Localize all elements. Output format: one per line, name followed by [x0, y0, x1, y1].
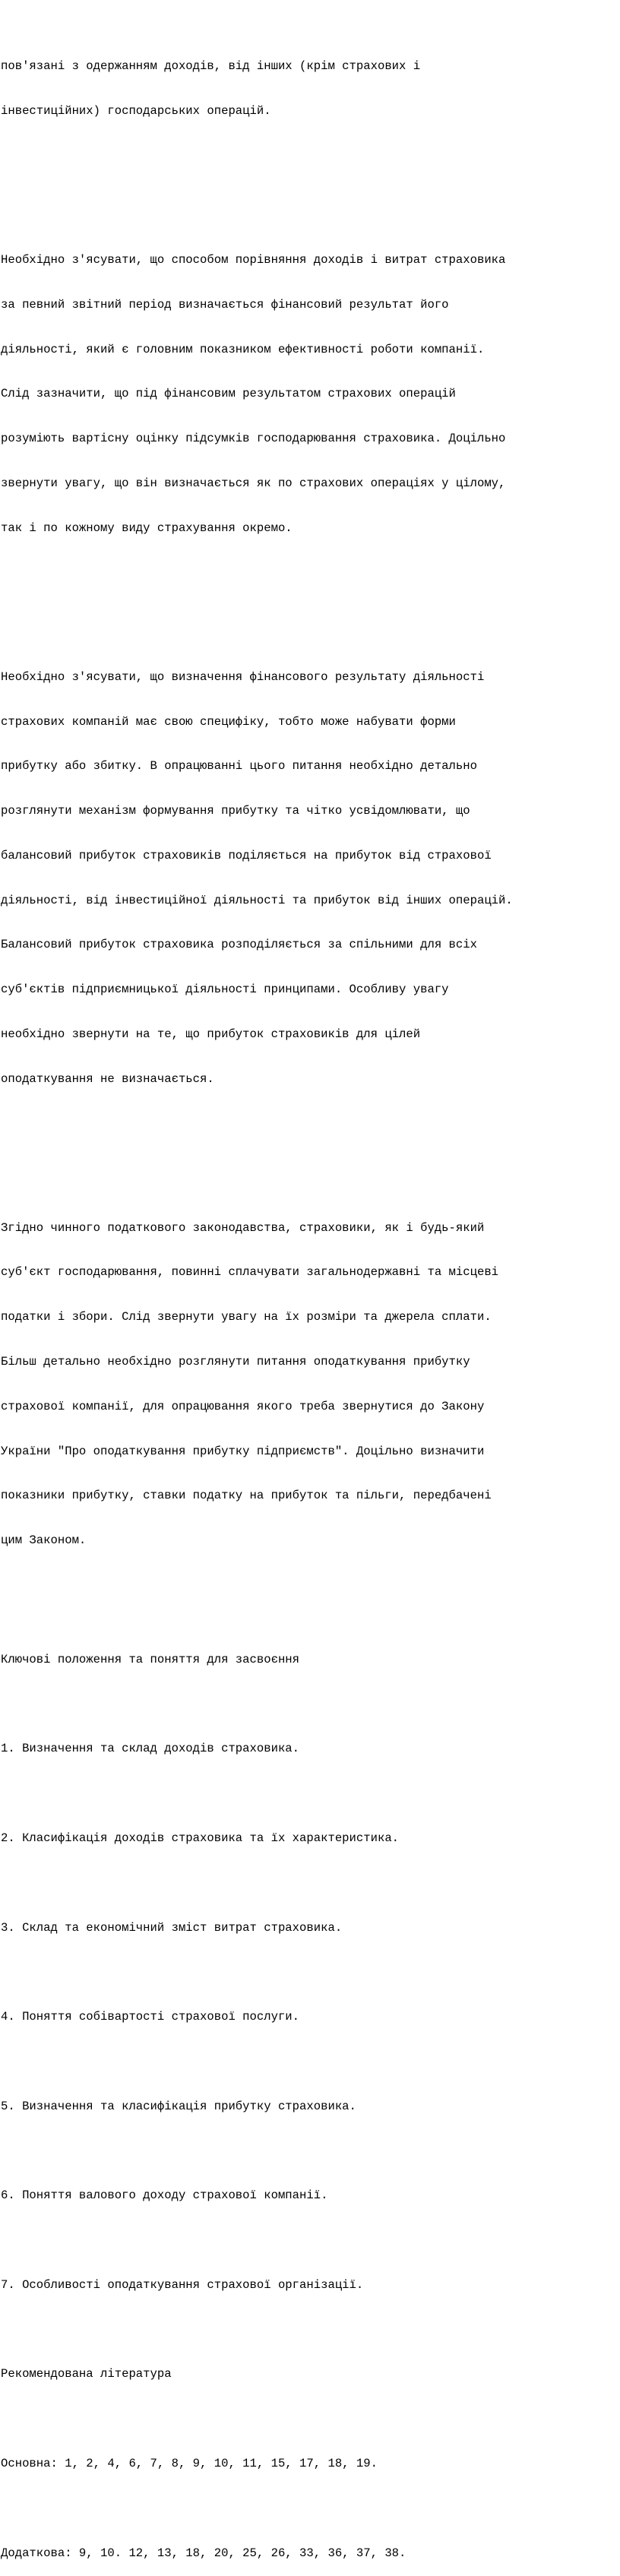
text-line: страхових компаній має свою специфіку, тобто може набувати форми — [1, 714, 456, 729]
key-concept-item: 6. Поняття валового доходу страхової компанії. — [1, 2188, 328, 2203]
key-concept-item: 3. Склад та економічний зміст витрат страховика. — [1, 1920, 343, 1935]
text-line: показники прибутку, ставки податку на прибуток та пільги, передбачені — [1, 1489, 492, 1503]
text-line: розглянути механізм формування прибутку та чітко усвідомлювати, що — [1, 804, 470, 818]
paragraph-1 — [1, 30, 618, 149]
text-line: Необхідно з'ясувати, що визначення фінансового результату діяльності — [1, 669, 485, 684]
paragraph-4 — [1, 1191, 618, 1578]
text-line: цим Законом. — [1, 1533, 87, 1548]
text-line: діяльності, який є головним показником ефективності роботи компанії. — [1, 342, 485, 356]
text-line: Більш детально необхідно розглянути питання оподаткування прибутку — [1, 1355, 470, 1369]
text-line: необхідно звернути на те, що прибуток страховиків для цілей — [1, 1027, 421, 1041]
text-line: Балансовий прибуток страховика розподіляється за спільними для всіх — [1, 938, 477, 952]
text-line: Необхідно з'ясувати, що способом порівняння доходів і витрат страховика — [1, 253, 506, 267]
key-concept-item: 1. Визначення та склад доходів страховика. — [1, 1742, 300, 1756]
literature-additional: Додаткова: 9, 10. 12, 13, 18, 20, 25, 26, 33, 36, 37, 38. — [1, 2546, 406, 2560]
text-line: звернути увагу, що він визначається як по страхових операціях у цілому, — [1, 476, 506, 490]
literature-heading: Рекомендована література — [1, 2367, 172, 2381]
text-line: податки і збори. Слід звернути увагу на їх розміри та джерела сплати. — [1, 1310, 492, 1324]
text-line: суб'єктів підприємницької діяльності принципами. Особливу увагу — [1, 983, 449, 997]
text-line: балансовий прибуток страховиків поділяється на прибуток від страхової — [1, 848, 492, 862]
key-concepts-heading: Ключові положення та поняття для засвоєння — [1, 1652, 300, 1666]
key-concept-item: 7. Особливості оподаткування страхової організації. — [1, 2277, 364, 2292]
key-concept-item: 5. Визначення та класифікація прибутку страховика. — [1, 2099, 356, 2113]
text-line: так і по кожному виду страхування окремо. — [1, 521, 293, 535]
text-line: оподаткування не визначається. — [1, 1071, 214, 1086]
key-concept-item: 4. Поняття собівартості страхової послуги. — [1, 2010, 300, 2024]
text-line: інвестиційних) господарських операцій. — [1, 104, 271, 119]
text-line: суб'єкт господарювання, повинні сплачувати загальнодержавні та місцеві — [1, 1265, 499, 1280]
paragraph-2 — [1, 223, 618, 566]
text-line: Слід зазначити, що під фінансовим результатом страхових операцій — [1, 387, 456, 401]
text-line: розуміють вартісну оцінку підсумків господарювання страховика. Доцільно — [1, 432, 506, 446]
document-body — [1, 0, 618, 2576]
paragraph-3 — [1, 641, 618, 1117]
text-line: пов'язані з одержанням доходів, від інших (крім страхових і — [1, 59, 421, 74]
text-line: Згідно чинного податкового законодавства, страховики, як і будь-який — [1, 1220, 485, 1235]
text-line: діяльності, від інвестиційної діяльності та прибуток від інших операцій. — [1, 893, 513, 907]
text-line: за певний звітний період визначається фінансовий результат його — [1, 297, 449, 312]
key-concept-item: 2. Класифікація доходів страховика та їх характеристика. — [1, 1831, 400, 1846]
text-line: України "Про оподаткування прибутку підприємств". Доцільно визначити — [1, 1444, 485, 1458]
text-line: страхової компанії, для опрацювання якого треба звернутися до Закону — [1, 1399, 485, 1413]
text-line: прибутку або збитку. В опрацюванні цього питання необхідно детально — [1, 759, 477, 774]
literature-main: Основна: 1, 2, 4, 6, 7, 8, 9, 10, 11, 15, 17, 18, 19. — [1, 2456, 378, 2470]
